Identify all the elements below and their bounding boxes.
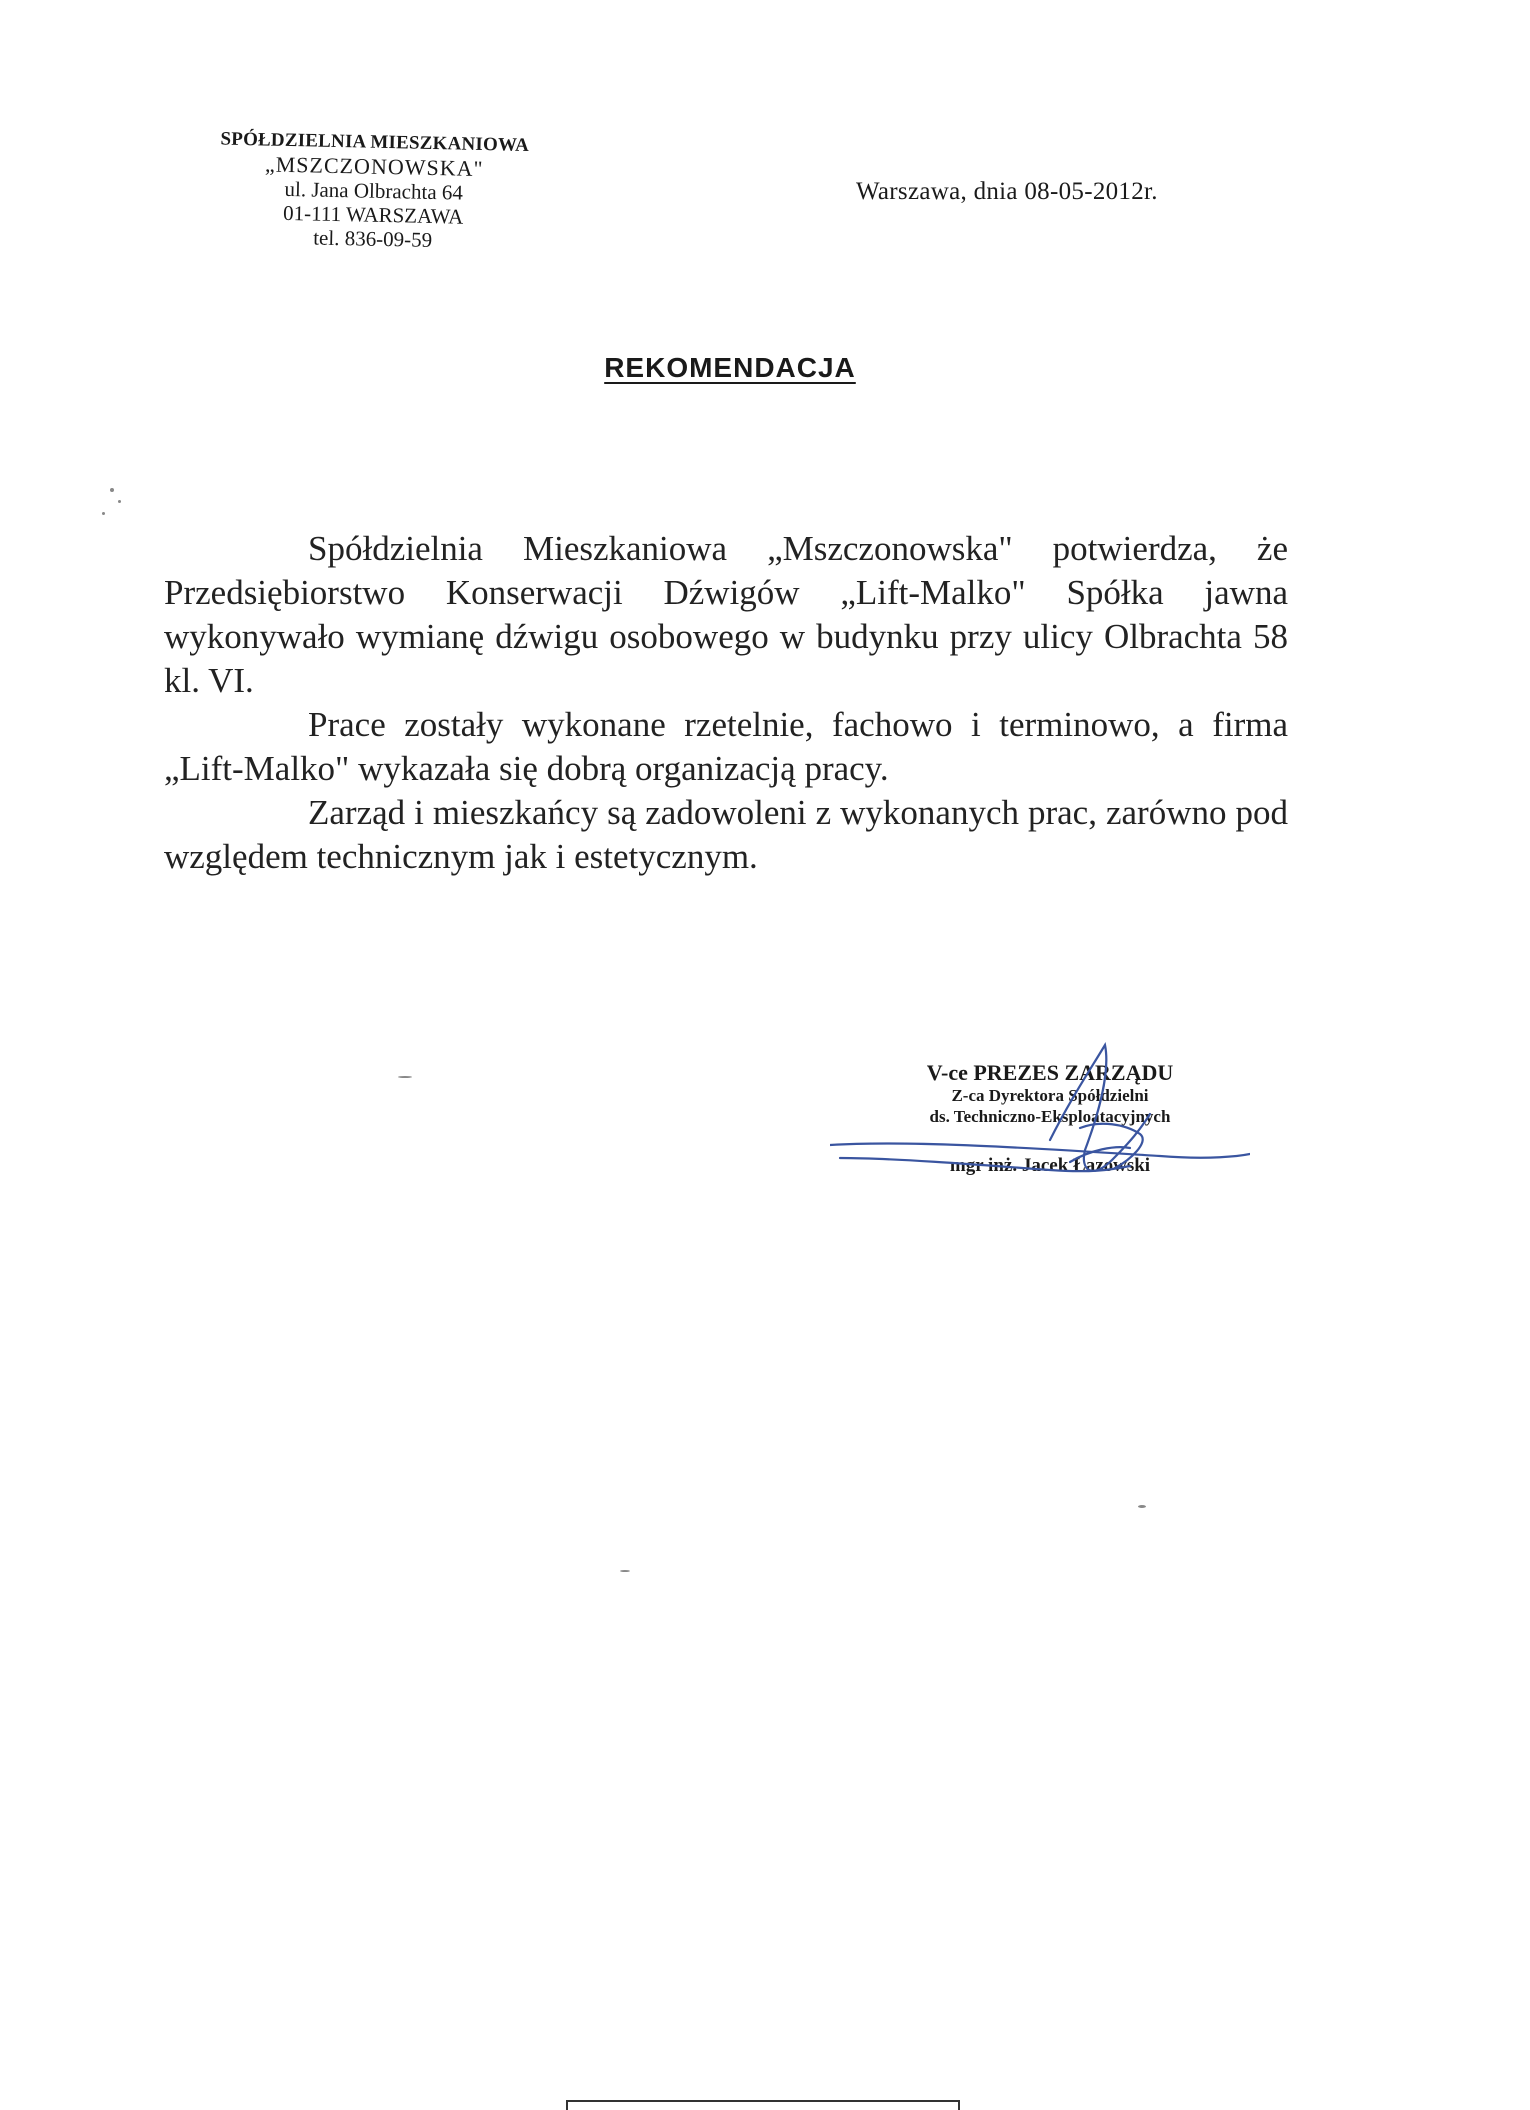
sender-name: „MSZCZONOWSKA" xyxy=(264,151,484,181)
scan-speck xyxy=(398,1076,412,1078)
paragraph-3: Zarząd i mieszkańcy są zadowoleni z wykonanych prac, zarówno pod względem technicznym jak i estetycznym. xyxy=(164,793,1288,876)
sender-org: SPÓŁDZIELNIA MIESZKANIOWA xyxy=(220,128,530,156)
sender-city: 01-111 WARSZAWA xyxy=(282,201,464,229)
stamp-line-2: ds. Techniczno-Eksploatacyjnych xyxy=(929,1106,1171,1126)
scan-edge-mark xyxy=(566,2100,960,2110)
signature-stamp xyxy=(860,1060,1240,1178)
sender-street: ul. Jana Olbrachta 64 xyxy=(284,177,464,205)
scan-speck xyxy=(102,512,105,515)
paragraph-1: Spółdzielnia Mieszkaniowa „Mszczonowska" potwierdza, że Przedsiębiorstwo Konserwacji Dźwigów „Lift-Malko" Spółka jawna wykonywało wymianę dźwigu osobowego w budynku przy ulicy Olbrachta 58 kl. VI. xyxy=(164,529,1288,700)
stamp-person: mgr inż. Jacek Łazowski xyxy=(949,1155,1151,1177)
sender-phone: tel. 836-09-59 xyxy=(312,225,433,253)
scan-speck xyxy=(1138,1505,1146,1508)
scan-speck xyxy=(118,500,121,503)
stamp-line-1: Z-ca Dyrektora Spółdzielni xyxy=(951,1086,1149,1106)
scan-speck xyxy=(110,488,114,492)
stamp-role: V-ce PREZES ZARZĄDU xyxy=(926,1060,1174,1085)
paragraph-2: Prace zostały wykonane rzetelnie, fachowo i terminowo, a firma „Lift-Malko" wykazała się dobrą organizacją pracy. xyxy=(164,705,1288,788)
letter-date: Warszawa, dnia 08-05-2012r. xyxy=(856,178,1158,205)
sender-block xyxy=(192,128,554,255)
letter-body xyxy=(164,527,1288,879)
scan-speck xyxy=(620,1570,630,1572)
letter-title: REKOMENDACJA xyxy=(604,352,856,383)
